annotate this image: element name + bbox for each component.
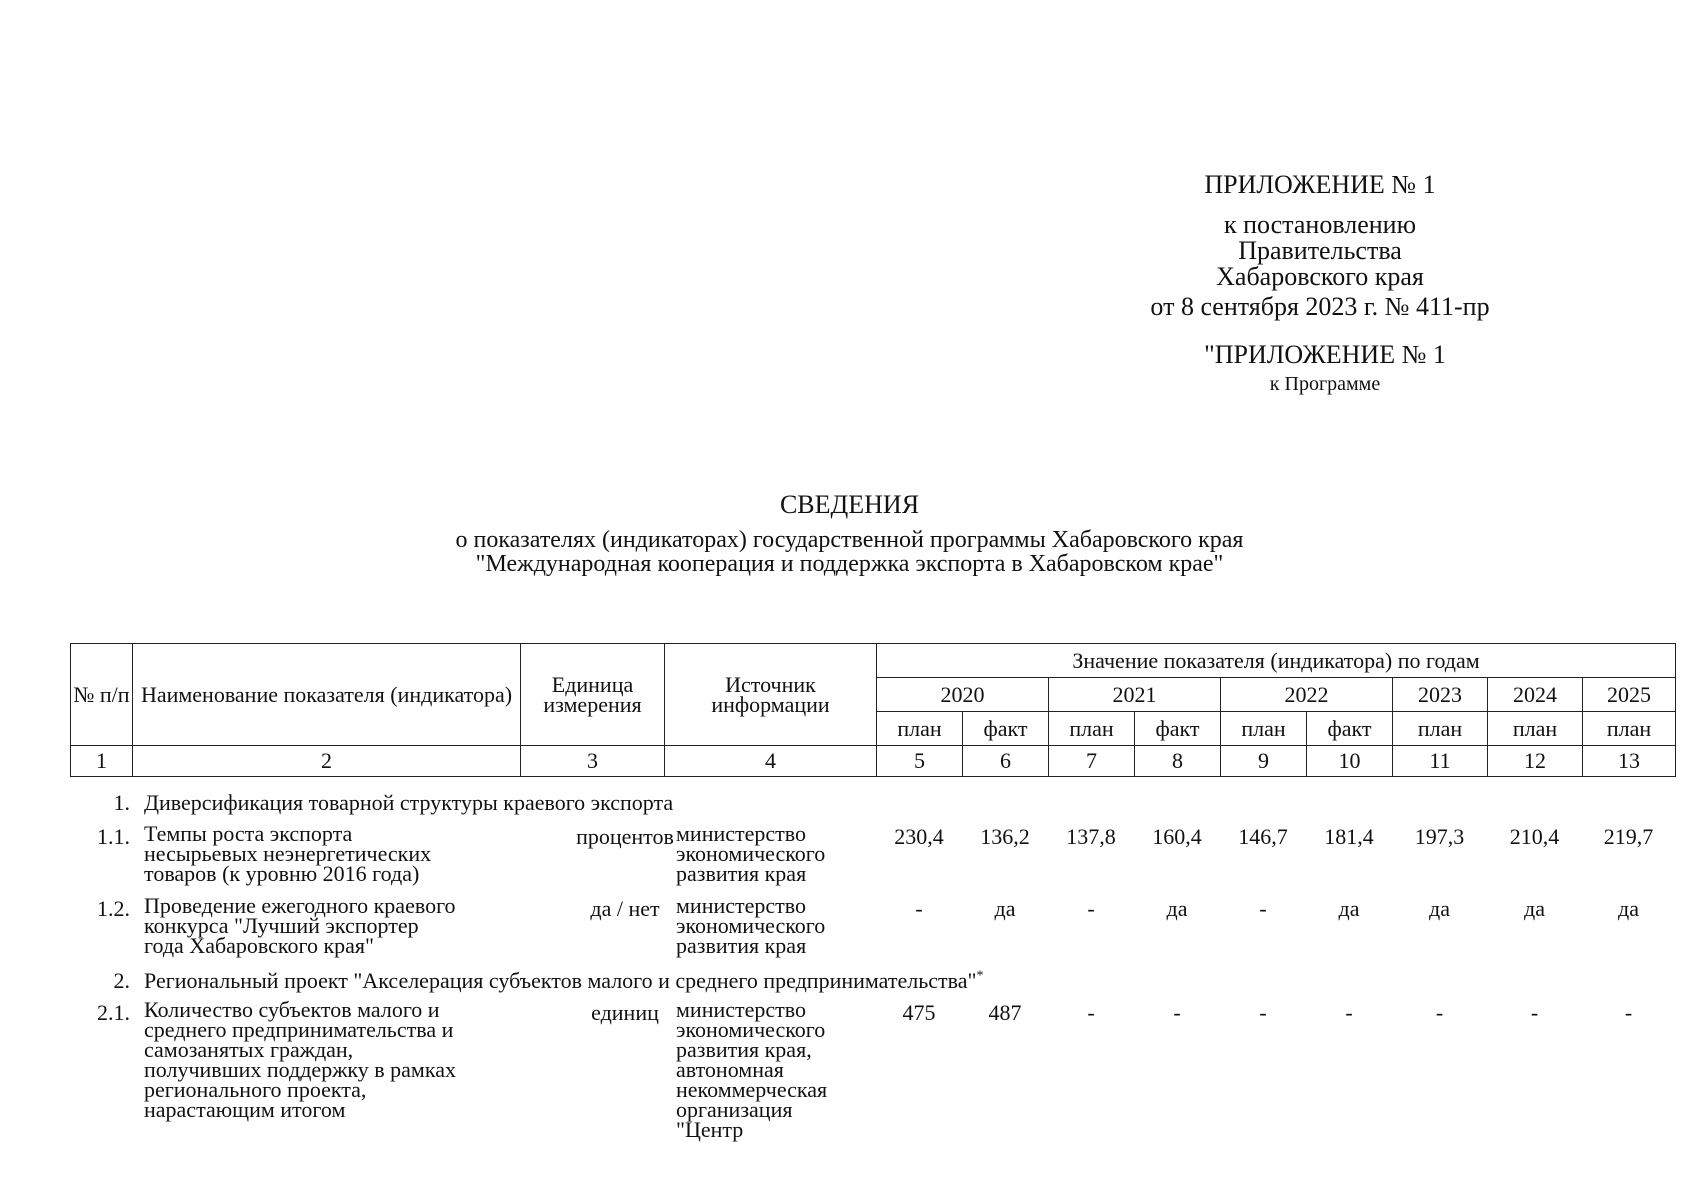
decree-reference [1170, 212, 1470, 290]
section-title: Диверсификация товарной структуры краевого экспорта [144, 790, 674, 815]
value-cell: да [1338, 896, 1360, 921]
source-line: экономического [676, 1017, 826, 1042]
value-cell: - [915, 896, 923, 921]
sub-header: факт [963, 712, 1049, 746]
column-number: 11 [1393, 746, 1488, 777]
value-cell: 475 [902, 1000, 936, 1025]
indicator-name-line: самозанятых граждан, [144, 1037, 354, 1062]
value-cell: - [1259, 1000, 1267, 1025]
section-title [144, 968, 983, 994]
appendix-label: ПРИЛОЖЕНИЕ № 1 [1204, 170, 1436, 199]
subtitle-line: "Международная кооперация и поддержка экспорта в Хабаровском крае" [475, 551, 1224, 577]
sub-header: план [1221, 712, 1307, 746]
value-cell: 210,4 [1509, 824, 1560, 849]
value-cell: 197,3 [1414, 824, 1465, 849]
indicator-name-line: года Хабаровского края" [144, 933, 375, 958]
source-line: некоммерческая [676, 1077, 828, 1102]
value-cell: - [1087, 1000, 1095, 1025]
unit: да / нет [590, 896, 660, 921]
value-cell: - [1624, 1000, 1633, 1025]
column-number: 6 [963, 746, 1049, 777]
sub-header: план [1393, 712, 1488, 746]
value-cell: 137,8 [1066, 824, 1116, 849]
source-line: министерство [676, 893, 807, 918]
value-cell: - [1530, 1000, 1539, 1025]
value-cell: - [1345, 1000, 1353, 1025]
source-line: организация [676, 1097, 793, 1122]
value-cell: да [1524, 896, 1545, 921]
column-number: 4 [665, 746, 877, 777]
program-label: к Программе [1269, 373, 1381, 395]
decree-line: Хабаровского края [1216, 262, 1424, 291]
row-number: 2. [113, 968, 130, 993]
col-source-header: Источник информации [665, 644, 877, 746]
value-cell: 146,7 [1238, 824, 1288, 849]
col-unit-header: Единица измерения [521, 644, 665, 746]
source-line: автономная [676, 1057, 784, 1082]
indicator-name [144, 997, 524, 1122]
indicators-table-header [70, 643, 1676, 777]
source-line: "Центр [676, 1117, 744, 1142]
indicator-name-line: среднего предпринимательства и [144, 1017, 454, 1042]
value-cell: - [1087, 896, 1095, 921]
value-cell: 230,4 [894, 824, 944, 849]
document-title: СВЕДЕНИЯ [779, 490, 920, 519]
column-number: 3 [521, 746, 665, 777]
value-cell: 160,4 [1152, 824, 1202, 849]
program-appendix-label: "ПРИЛОЖЕНИЕ № 1 [1204, 340, 1446, 369]
sub-header: факт [1307, 712, 1393, 746]
col-name-header: Наименование показателя (индикатора) [133, 644, 521, 746]
indicator-name-line: нарастающим итогом [144, 1097, 346, 1122]
sub-header: план [877, 712, 963, 746]
indicator-name-line: получивших поддержку в рамках [144, 1057, 456, 1082]
column-number: 12 [1488, 746, 1583, 777]
decree-date: от 8 сентября 2023 г. № 411-пр [1150, 292, 1490, 321]
column-number: 9 [1221, 746, 1307, 777]
indicator-name-line: Темпы роста экспорта [144, 821, 353, 846]
column-number: 1 [71, 746, 133, 777]
value-cell: да [1166, 896, 1188, 921]
col-num-header: № п/п [71, 644, 133, 746]
source [676, 893, 876, 958]
source-line: развития края, [676, 1037, 812, 1062]
column-number: 5 [877, 746, 963, 777]
sub-header: план [1488, 712, 1583, 746]
unit: процентов [576, 824, 674, 849]
indicator-name-line: товаров (к уровню 2016 года) [144, 861, 420, 886]
indicator-name-line: несырьевых неэнергетических [144, 841, 432, 866]
values-header: Значение показателя (индикатора) по годам [877, 644, 1676, 678]
value-cell: 136,2 [980, 824, 1030, 849]
value-cell: да [1429, 896, 1450, 921]
sub-header: план [1583, 712, 1676, 746]
year-header: 2021 [1049, 678, 1221, 712]
source-line: экономического [676, 913, 826, 938]
row-number: 1. [113, 790, 130, 815]
document-subtitle [0, 528, 1699, 576]
column-number: 8 [1135, 746, 1221, 777]
unit: единиц [591, 1000, 659, 1025]
row-number: 1.2. [97, 896, 130, 921]
source [676, 997, 876, 1142]
indicator-name-line: регионального проекта, [144, 1077, 367, 1102]
source-line: министерство [676, 997, 807, 1022]
year-header: 2025 [1583, 678, 1676, 712]
sub-header: факт [1135, 712, 1221, 746]
sub-header: план [1049, 712, 1135, 746]
year-header: 2024 [1488, 678, 1583, 712]
section-title-text: Региональный проект "Акселерация субъектов малого и среднего предпринимательства" [144, 968, 977, 993]
source-line: экономического [676, 841, 826, 866]
value-cell: 487 [988, 1000, 1022, 1025]
row-number: 2.1. [97, 1000, 130, 1025]
value-cell: 181,4 [1324, 824, 1374, 849]
source [676, 821, 876, 886]
year-header: 2023 [1393, 678, 1488, 712]
source-line: развития края [676, 933, 807, 958]
indicator-name-line: Количество субъектов малого и [144, 997, 440, 1022]
indicator-name-line: конкурса "Лучший экспортер [144, 913, 419, 938]
value-cell: да [1618, 896, 1639, 921]
source-line: развития края [676, 861, 807, 886]
year-header: 2020 [877, 678, 1049, 712]
value-cell: да [994, 896, 1016, 921]
column-number: 2 [133, 746, 521, 777]
value-cell: - [1259, 896, 1267, 921]
column-number: 10 [1307, 746, 1393, 777]
row-number: 1.1. [97, 824, 130, 849]
footnote-mark: * [976, 968, 984, 984]
value-cell: - [1173, 1000, 1181, 1025]
decree-line: Правительства [1238, 236, 1402, 265]
decree-line: к постановлению [1223, 210, 1417, 239]
indicator-name [144, 821, 524, 886]
value-cell: 219,7 [1603, 824, 1654, 849]
column-number: 7 [1049, 746, 1135, 777]
value-cell: - [1435, 1000, 1444, 1025]
subtitle-line: о показателях (индикаторах) государственной программы Хабаровского края [455, 527, 1244, 553]
year-header: 2022 [1221, 678, 1393, 712]
column-number: 13 [1583, 746, 1676, 777]
indicator-name [144, 893, 524, 958]
indicator-name-line: Проведение ежегодного краевого [144, 893, 456, 918]
source-line: министерство [676, 821, 807, 846]
